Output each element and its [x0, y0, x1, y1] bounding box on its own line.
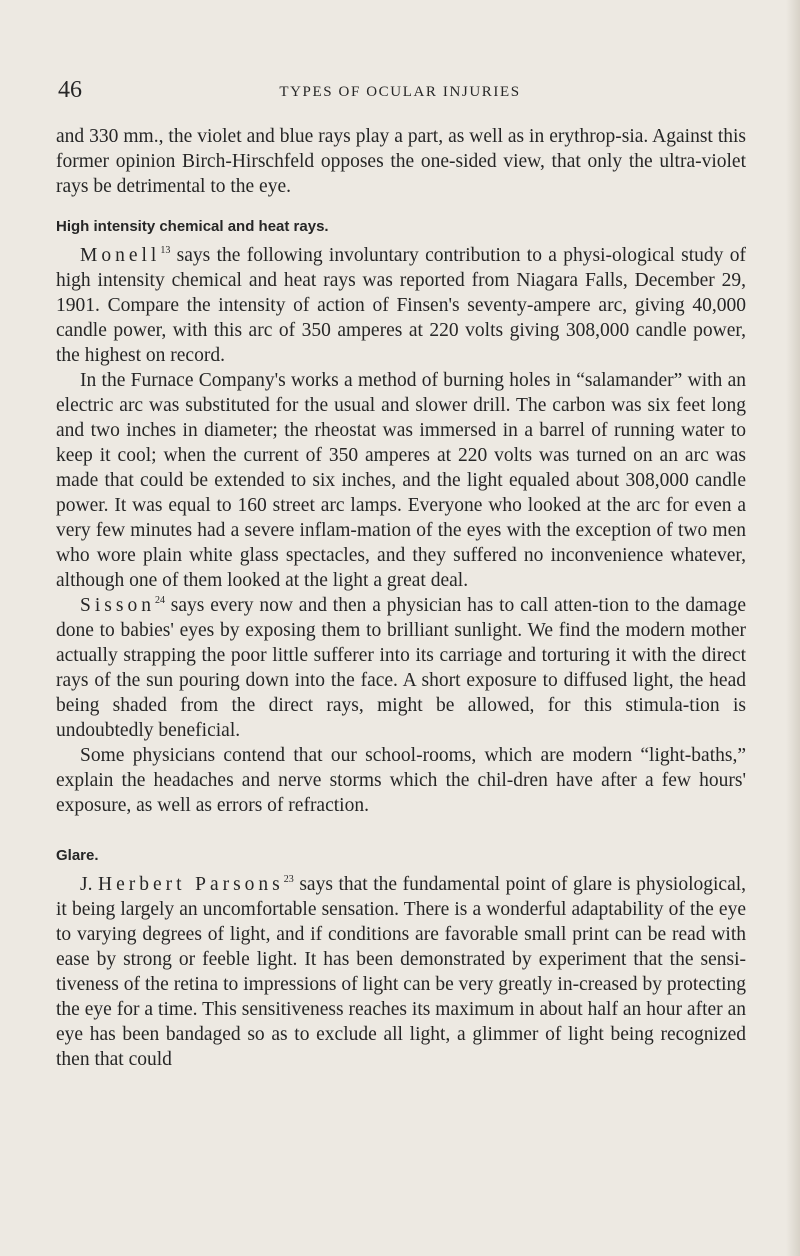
paragraph-parsons: [56, 872, 746, 1072]
author-name: Monell: [80, 245, 161, 266]
author-name: Herbert Parsons: [98, 874, 284, 895]
paragraph-furnace: In the Furnace Company's works a method of burning holes in “salamander” with an electric arc was substituted for the usual and slower drill. The carbon was six feet long and two inches in diameter; the rheostat was immersed in a barrel of running water to keep it cool; when the current of 350 amperes at 220 volts was turned on an arc was made that could be extended to six inches, and the light equaled about 308,000 candle power. It was equal to 160 street arc lamps. Everyone who looked at the arc for even a very few minutes had a severe inflam-mation of the eyes with the exception of two men who wore plain white glass spectacles, and they suffered no inconvenience whatever, although one of them looked at the light a great deal.: [56, 370, 746, 591]
author-name: Sisson: [80, 595, 155, 616]
paragraph-text: says every now and then a physician has to call atten-tion to the damage done to babies' eyes by exposing them to brilliant sunlight. We find the modern mother actually strapping the poor little sufferer into its carriage and torturing it with the direct rays of the sun pouring down into the face. A short exposure to diffused light, the head being shaded from the direct rays, might be allowed, for this stimula-tion is undoubtedly beneficial.: [56, 595, 746, 741]
paragraph-text: says the following involuntary contribution to a physi-ological study of high intensity chemical and heat rays was reported from Niagara Falls, December 29, 1901. Compare the intensity of action of Finsen's seventy-ampere arc, giving 40,000 candle power, with this arc of 350 amperes at 220 volts giving 308,000 candle power, the highest on record.: [56, 245, 746, 366]
paragraph-school-rooms: Some physicians contend that our school-rooms, which are modern “light-baths,” explain the headaches and nerve storms which the chil-dren have after a few hours' exposure, as well as errors of refraction.: [56, 745, 746, 816]
reference-number: 23: [283, 874, 294, 885]
page-edge-shadow: [786, 0, 800, 1256]
page-number: 46: [58, 77, 82, 103]
paragraph-sisson: [56, 593, 746, 743]
reference-number: 13: [160, 245, 171, 256]
body-text: [56, 124, 746, 1072]
paragraph-text: says that the fundamental point of glare is physiological, it being largely an uncomfortable sensation. There is a wonderful adaptability of the eye to varying degrees of light, and if conditions are favorable small print can be read with ease by strong or feeble light. It has been demonstrated by experiment that the sensi-tiveness of the retina to impressions of light can be very greatly in-creased by protecting the eye for a time. This sensitiveness reaches its maximum in about half an hour after an eye has been bandaged so as to exclude all light, a glimmer of light being recognized then that could: [56, 874, 747, 1070]
running-head: TYPES OF OCULAR INJURIES: [279, 84, 521, 100]
reference-number: 24: [154, 595, 165, 606]
paragraph-continued: and 330 mm., the violet and blue rays play a part, as well as in erythrop-sia. Against this former opinion Birch-Hirschfeld opposes the one-sided view, that only the ultra-violet rays be detrimental to the eye.: [56, 126, 746, 197]
author-initial: J.: [80, 874, 99, 895]
section-heading-high-intensity: High intensity chemical and heat rays.: [56, 218, 329, 235]
paragraph-monell: [56, 243, 746, 368]
section-heading-glare: Glare.: [56, 847, 99, 864]
